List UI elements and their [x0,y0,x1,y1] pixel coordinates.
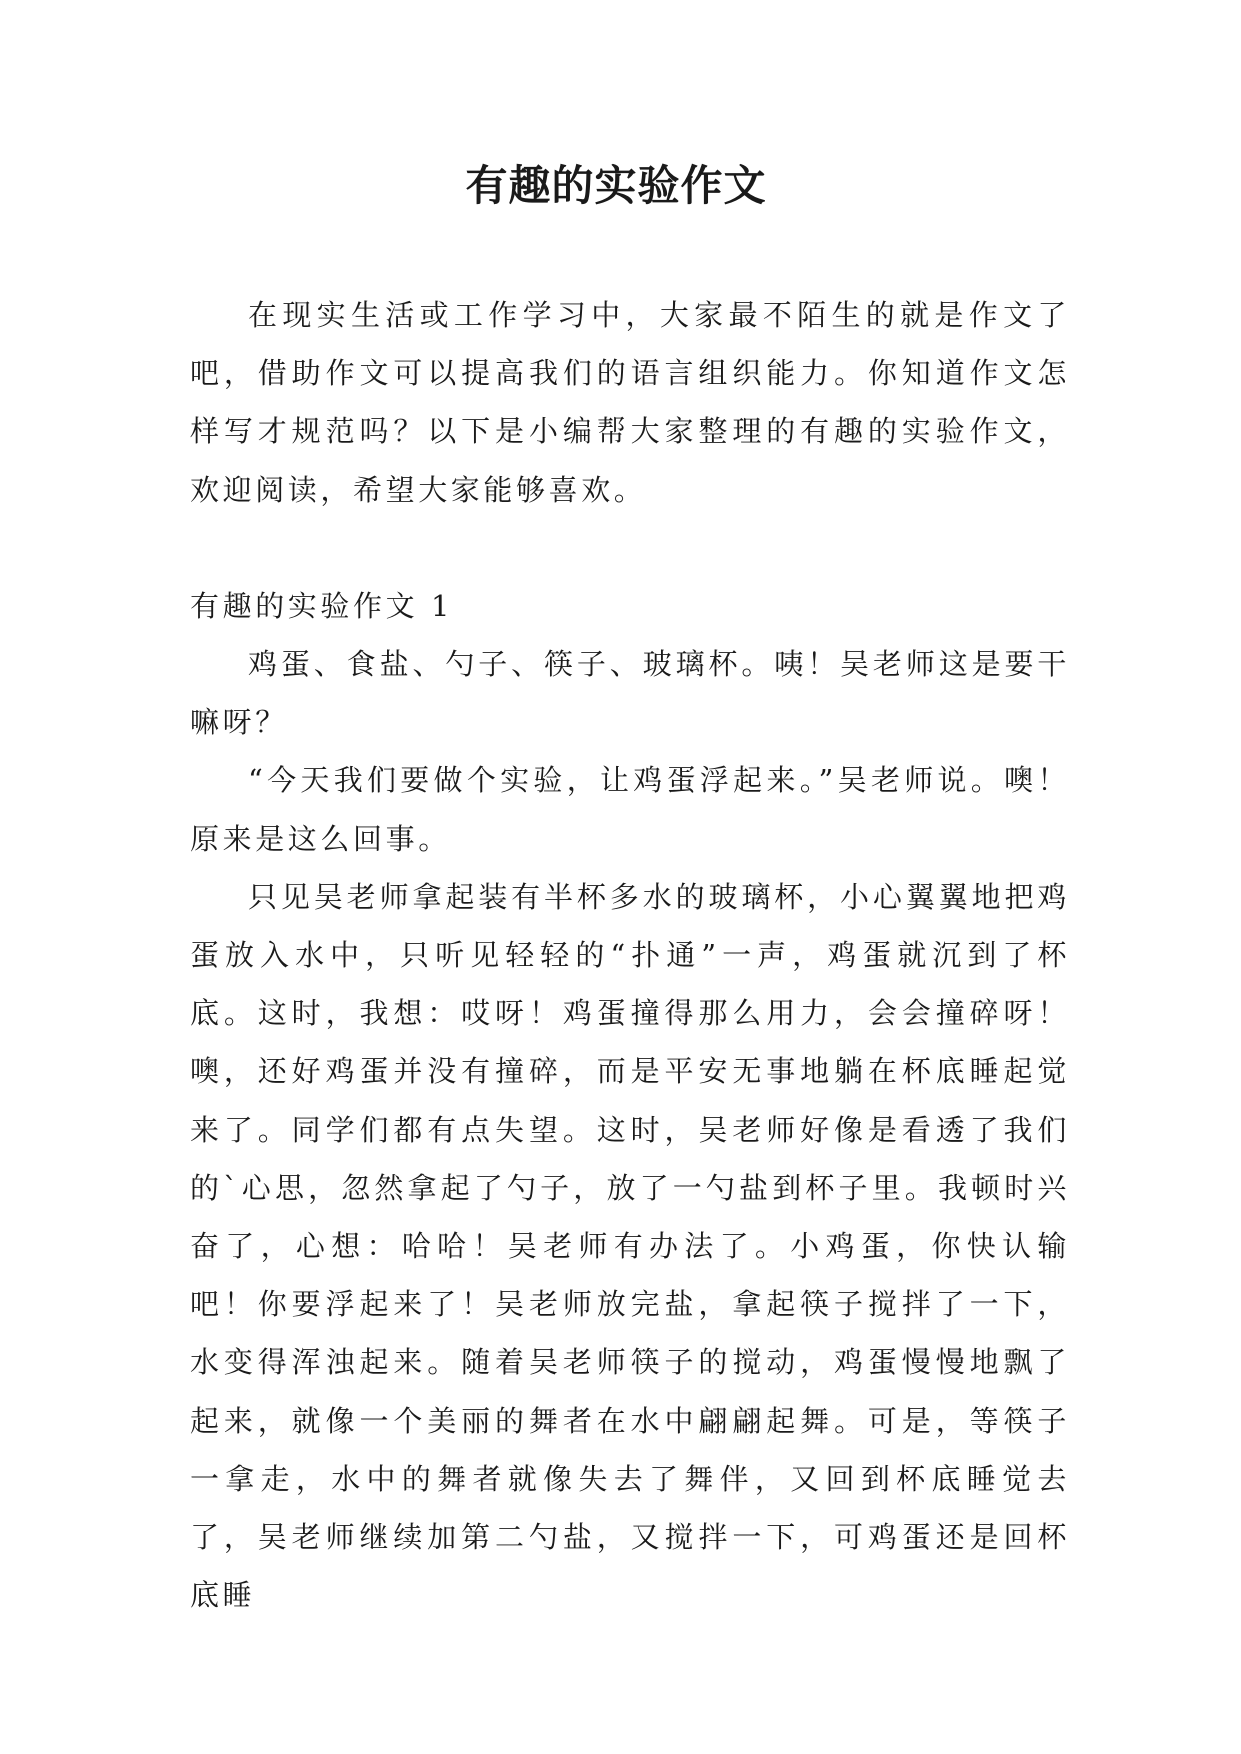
document-body [190,286,1070,1624]
intro-paragraph: 在现实生活或工作学习中，大家最不陌生的就是作文了吧，借助作文可以提高我们的语言组织能力。你知道作文怎样写才规范吗？以下是小编帮大家整理的有趣的实验作文，欢迎阅读，希望大家能够喜欢。 [190,298,1070,507]
body-paragraph: 只见吴老师拿起装有半杯多水的玻璃杯，小心翼翼地把鸡蛋放入水中，只听见轻轻的“扑通”一声，鸡蛋就沉到了杯底。这时，我想：哎呀！鸡蛋撞得那么用力，会会撞碎呀！噢，还好鸡蛋并没有撞碎，而是平安无事地躺在杯底睡起觉来了。同学们都有点失望。这时，吴老师好像是看透了我们的`心思，忽然拿起了勺子，放了一勺盐到杯子里。我顿时兴奋了，心想：哈哈！吴老师有办法了。小鸡蛋，你快认输吧！你要浮起来了！吴老师放完盐，拿起筷子搅拌了一下，水变得浑浊起来。随着吴老师筷子的搅动，鸡蛋慢慢地飘了起来，就像一个美丽的舞者在水中翩翩起舞。可是，等筷子一拿走，水中的舞者就像失去了舞伴，又回到杯底睡觉去了，吴老师继续加第二勺盐，又搅拌一下，可鸡蛋还是回杯底睡 [190,879,1070,1613]
document-title: 有趣的实验作文 [465,161,767,210]
section-heading: 有趣的实验作文 1 [190,588,454,623]
body-paragraph: 鸡蛋、食盐、勺子、筷子、玻璃杯。咦！吴老师这是要干嘛呀？ [190,647,1070,740]
body-paragraph: “今天我们要做个实验，让鸡蛋浮起来。”吴老师说。噢！原来是这么回事。 [190,763,1070,856]
